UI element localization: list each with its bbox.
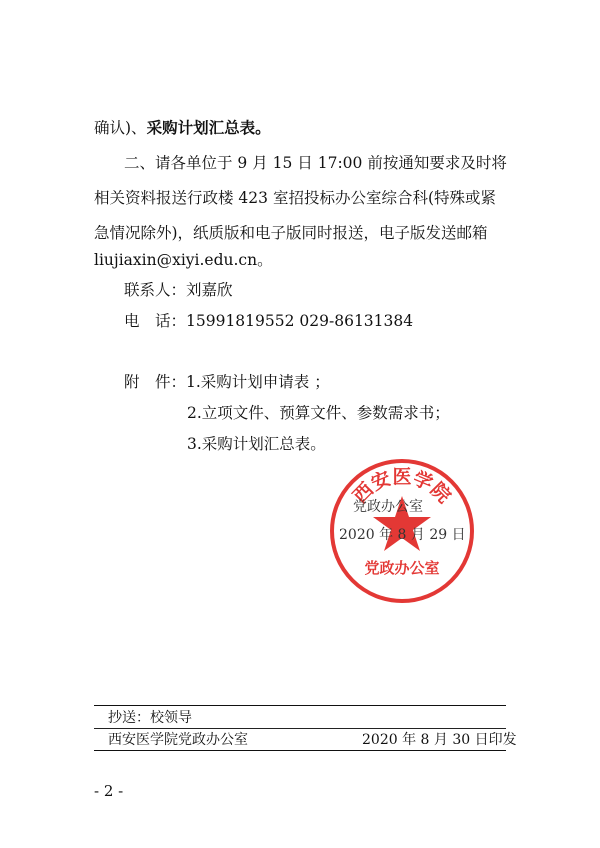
footer-top-rule <box>94 705 506 706</box>
footer-issuer: 西安医学院党政办公室 <box>108 732 248 748</box>
paragraph-1-prefix: 确认)、 <box>94 119 147 137</box>
signature-office: 党政办公室 <box>353 499 423 515</box>
seal-arc-text: 西安医学院 <box>348 466 456 508</box>
page-number: - 2 - <box>94 782 124 800</box>
attachment-1: 1.采购计划申请表 ； <box>186 373 330 391</box>
email-line: liujiaxin@xiyi.edu.cn。 <box>94 251 273 269</box>
footer-bottom-rule <box>94 750 506 751</box>
contact-person: 联系人：刘嘉欣 <box>124 281 233 299</box>
attachment-2: 2.立项文件、预算文件、参数需求书； <box>187 404 450 422</box>
signature-date: 2020 年 8 月 29 日 <box>339 527 466 543</box>
paragraph-1-line <box>94 118 271 138</box>
footer-middle-rule <box>94 728 506 729</box>
contact-phone: 电 话：15991819552 029-86131384 <box>124 312 414 330</box>
seal-center-text: 党政办公室 <box>364 559 440 577</box>
attachment-3: 3.采购计划汇总表。 <box>187 435 326 453</box>
attachments-label: 附 件： <box>124 373 187 391</box>
paragraph-2-line-2: 相关资料报送行政楼 423 室招投标办公室综合科(特殊或紧 <box>94 189 496 207</box>
paragraph-2-line-1: 二、请各单位于 9 月 15 日 17:00 前按通知要求及时将 <box>124 154 507 172</box>
footer-print-date: 2020 年 8 月 30 日印发 <box>362 732 517 748</box>
attachments-line-1 <box>124 372 330 392</box>
paragraph-2-line-3: 急情况除外)，纸质版和电子版同时报送，电子版发送邮箱 <box>94 224 488 242</box>
footer-cc: 抄送：校领导 <box>108 710 192 726</box>
paragraph-1-bold: 采购计划汇总表。 <box>146 118 271 137</box>
